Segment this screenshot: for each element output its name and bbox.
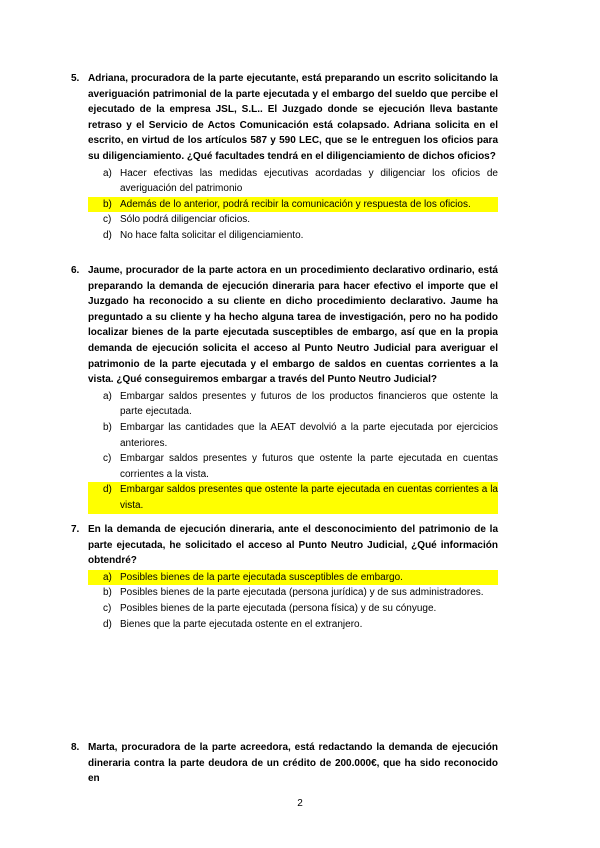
option-text: Hacer efectivas las medidas ejecutivas acordadas y diligenciar los oficios de averiguación del patrimonio (120, 167, 498, 195)
option-text: Embargar saldos presentes y futuros que ostente la parte ejecutada en cuentas corrientes a la vista. (120, 453, 498, 480)
question-number: 8. (71, 742, 80, 753)
question-number: 6. (71, 265, 80, 276)
option-letter: c) (103, 602, 112, 614)
option-letter: d) (103, 484, 112, 496)
option-a (88, 166, 498, 197)
question-number: 7. (71, 524, 80, 535)
option-text: Posibles bienes de la parte ejecutada (persona jurídica) y de sus administradores. (120, 587, 484, 599)
option-letter: c) (103, 453, 112, 465)
option-d (88, 617, 498, 633)
option-text: Sólo podrá diligenciar oficios. (120, 214, 251, 226)
option-letter: b) (103, 421, 112, 433)
option-text: Embargar saldos presentes y futuros de los productos financieros que ostente la parte ejecutada. (120, 390, 498, 418)
question-text: Adriana, procuradora de la parte ejecutante, está preparando un escrito solicitando la averiguación patrimonial de la parte ejecutada y el embargo del sueldo que percibe el ejecutado de la empresa JSL, S.L.. El Juzgado donde se ejecución lleva bastante retraso y el Servicio de Actos Comunicación está colapsado. Adriana solicita en el escrito, en virtud de los artículos 587 y 590 LEC, que se le entreguen los oficios para su diligenciamiento. ¿Qué facultades tendrá en el diligenciamiento de dichos oficios? (88, 73, 498, 162)
option-text: No hace falta solicitar el diligenciamiento. (120, 229, 304, 241)
option-letter: b) (103, 587, 112, 599)
option-text: Embargar saldos presentes que ostente la parte ejecutada en cuentas corrientes a la vista. (120, 484, 498, 511)
option-letter: a) (103, 571, 112, 583)
option-text: Bienes que la parte ejecutada ostente en el extranjero. (120, 618, 363, 630)
option-letter: d) (103, 618, 112, 630)
option-letter: d) (103, 229, 112, 241)
option-b-highlighted (88, 197, 498, 213)
question-8 (71, 740, 498, 787)
question-number: 5. (71, 73, 80, 84)
option-c (88, 601, 498, 617)
option-text: Posibles bienes de la parte ejecutada (persona física) y de su cónyuge. (120, 602, 437, 614)
option-c (88, 451, 498, 482)
option-a (88, 389, 498, 420)
option-letter: a) (103, 390, 112, 402)
options-list (88, 570, 498, 632)
option-c (88, 212, 498, 228)
question-6 (71, 263, 498, 514)
option-letter: c) (103, 214, 112, 226)
option-a-highlighted (88, 570, 498, 586)
question-text: En la demanda de ejecución dineraria, ante el desconocimiento del patrimonio de la parte ejecutada, he solicitado el acceso al Punto Neutro Judicial, ¿Qué información obtendré? (88, 524, 498, 567)
question-text: Jaume, procurador de la parte actora en un procedimiento declarativo ordinario, está preparando la demanda de ejecución dineraria para hacer efectivo el importe que el Juzgado ha reconocido a su cliente en dicho procedimiento declarativo. Jaume ha preguntado a su cliente y ha hecho alguna tarea de investigación, pero no ha podido localizar bienes de la parte ejecutada susceptibles de embargo, así que en la propia demanda de ejecución solicita el acceso al Punto Neutro Judicial para averiguar el patrimonio de la parte ejecutada y el embargo de saldos en cuentas corrientes a la vista. ¿Qué conseguiremos embargar a través del Punto Neutro Judicial? (88, 265, 498, 386)
option-letter: b) (103, 198, 112, 210)
question-5 (71, 71, 498, 244)
option-text: Además de lo anterior, podrá recibir la comunicación y respuesta de los oficios. (120, 198, 471, 210)
page-number: 2 (297, 798, 303, 809)
option-b (88, 420, 498, 451)
option-d-highlighted (88, 482, 498, 513)
option-text: Posibles bienes de la parte ejecutada susceptibles de embargo. (120, 571, 403, 583)
options-list (88, 389, 498, 514)
option-b (88, 585, 498, 601)
option-letter: a) (103, 167, 112, 179)
option-text: Embargar las cantidades que la AEAT devolvió a la parte ejecutada por ejercicios anteriores. (120, 421, 498, 449)
question-7 (71, 522, 498, 632)
options-list (88, 166, 498, 244)
question-text: Marta, procuradora de la parte acreedora, está redactando la demanda de ejecución dineraria contra la parte deudora de un crédito de 200.000€, que ha sido reconocido en (88, 742, 498, 785)
option-d (88, 228, 498, 244)
